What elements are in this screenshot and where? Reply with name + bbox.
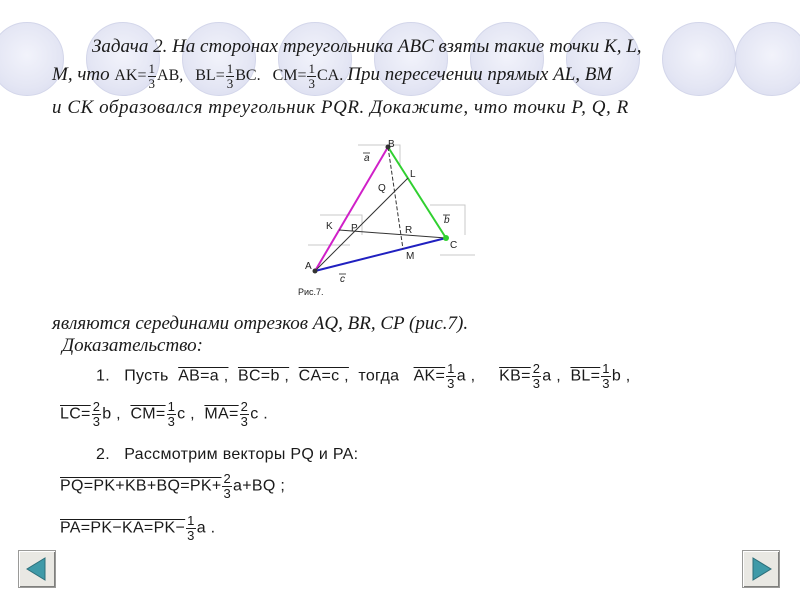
problem-line-2-end: При пересечении прямых AL, BM bbox=[347, 64, 613, 86]
prev-slide-button[interactable] bbox=[18, 550, 56, 588]
label-c: C bbox=[450, 240, 458, 251]
eq-lc-vec: b , bbox=[102, 405, 121, 423]
eq-ak-vec: a , bbox=[456, 367, 476, 385]
frac-lc: $\frac{2}{3}$ bbox=[92, 399, 101, 429]
ak-rhs: AB, bbox=[157, 67, 184, 85]
cm-lhs: CM= bbox=[272, 67, 307, 85]
label-b: B bbox=[388, 139, 395, 150]
eq-bc: BC=b , bbox=[237, 367, 290, 385]
eq-cm: CM= bbox=[130, 405, 166, 423]
label-r: R bbox=[405, 225, 413, 236]
label-m: M bbox=[406, 251, 415, 262]
eq-kb: KB= bbox=[499, 367, 531, 385]
frac-bl: $\frac{1}{3}$ bbox=[602, 361, 610, 391]
next-slide-button[interactable] bbox=[742, 550, 780, 588]
frac-cm: $\frac{1}{3}$ bbox=[167, 399, 176, 429]
decor-circle bbox=[735, 22, 800, 96]
eq-pq-right: a+BQ ; bbox=[233, 477, 286, 495]
triangle-right-icon bbox=[743, 551, 779, 587]
ak-fraction: $\frac{1}{3}$ bbox=[148, 61, 156, 91]
label-l: L bbox=[410, 169, 416, 180]
frac-ak: $\frac{1}{3}$ bbox=[447, 361, 455, 391]
bl-lhs: BL= bbox=[195, 67, 225, 85]
label-p: P bbox=[351, 223, 358, 234]
eq-bl: BL= bbox=[570, 367, 601, 385]
frac-eq-pa: $\frac{1}{3}$ bbox=[187, 513, 195, 543]
proof-step-1 bbox=[96, 362, 631, 391]
eq-kb-vec: a , bbox=[542, 367, 561, 385]
side-bc bbox=[388, 147, 446, 238]
triangle-figure bbox=[290, 135, 480, 305]
proof-heading: Доказательство: bbox=[62, 335, 204, 356]
eq-cm-vec: c , bbox=[177, 405, 195, 423]
cm-rhs: CA. bbox=[316, 67, 344, 85]
eq-ma-vec: c . bbox=[250, 405, 268, 423]
label-q: Q bbox=[378, 183, 386, 194]
eq-bl-vec: b , bbox=[611, 367, 631, 385]
label-a: A bbox=[305, 261, 312, 272]
eq-pa-left: PA=PK−KA=PK− bbox=[60, 519, 186, 537]
problem-line-2-start: M, что bbox=[52, 64, 110, 86]
label-vec-c: c bbox=[340, 274, 345, 285]
bl-rhs: BC. bbox=[235, 67, 261, 85]
eq-ab: AB=a , bbox=[178, 367, 229, 385]
frac-ma: $\frac{2}{3}$ bbox=[240, 399, 249, 429]
equation-pq bbox=[60, 472, 285, 501]
step-1-then: тогда bbox=[358, 367, 400, 385]
label-vec-a: a bbox=[364, 153, 370, 164]
label-k: K bbox=[326, 221, 333, 232]
problem-line-2 bbox=[52, 62, 612, 91]
side-ca bbox=[315, 238, 446, 271]
eq-ma: MA= bbox=[204, 405, 239, 423]
eq-ak: AK= bbox=[413, 367, 446, 385]
cm-fraction: $\frac{1}{3}$ bbox=[308, 61, 315, 91]
step-2-number: 2. bbox=[96, 446, 110, 463]
eq-pq-left: PQ=PK+KB+BQ=PK+ bbox=[60, 477, 222, 495]
step-1-text: Пусть bbox=[124, 367, 169, 385]
bl-fraction: $\frac{1}{3}$ bbox=[226, 61, 234, 91]
triangle-left-icon bbox=[19, 551, 55, 587]
label-vec-b: b bbox=[444, 215, 450, 226]
problem-line-1: Задача 2. На сторонах треугольника ABC взяты такие точки K, L, bbox=[92, 36, 642, 57]
problem-line-4: являются серединами отрезков AQ, BR, CP (рис.7). bbox=[52, 313, 469, 334]
frac-eq-pq: $\frac{2}{3}$ bbox=[223, 471, 232, 501]
equation-pa bbox=[60, 514, 215, 543]
figure-caption: Рис.7. bbox=[298, 287, 324, 297]
step-2-text: Рассмотрим векторы PQ и PA: bbox=[124, 446, 359, 463]
eq-lc: LC= bbox=[60, 405, 91, 423]
proof-step-1-cont bbox=[60, 400, 268, 429]
frac-kb: $\frac{2}{3}$ bbox=[532, 361, 541, 391]
proof-step-2 bbox=[96, 446, 358, 464]
decor-circle bbox=[662, 22, 736, 96]
eq-pa-right: a . bbox=[196, 519, 216, 537]
step-1-number: 1. bbox=[96, 367, 110, 385]
problem-line-3: и CK образовался треугольник PQR. Докажите, что точки P, Q, R bbox=[52, 97, 629, 118]
eq-ca: CA=c , bbox=[298, 367, 349, 385]
ak-lhs: AK= bbox=[114, 67, 147, 85]
